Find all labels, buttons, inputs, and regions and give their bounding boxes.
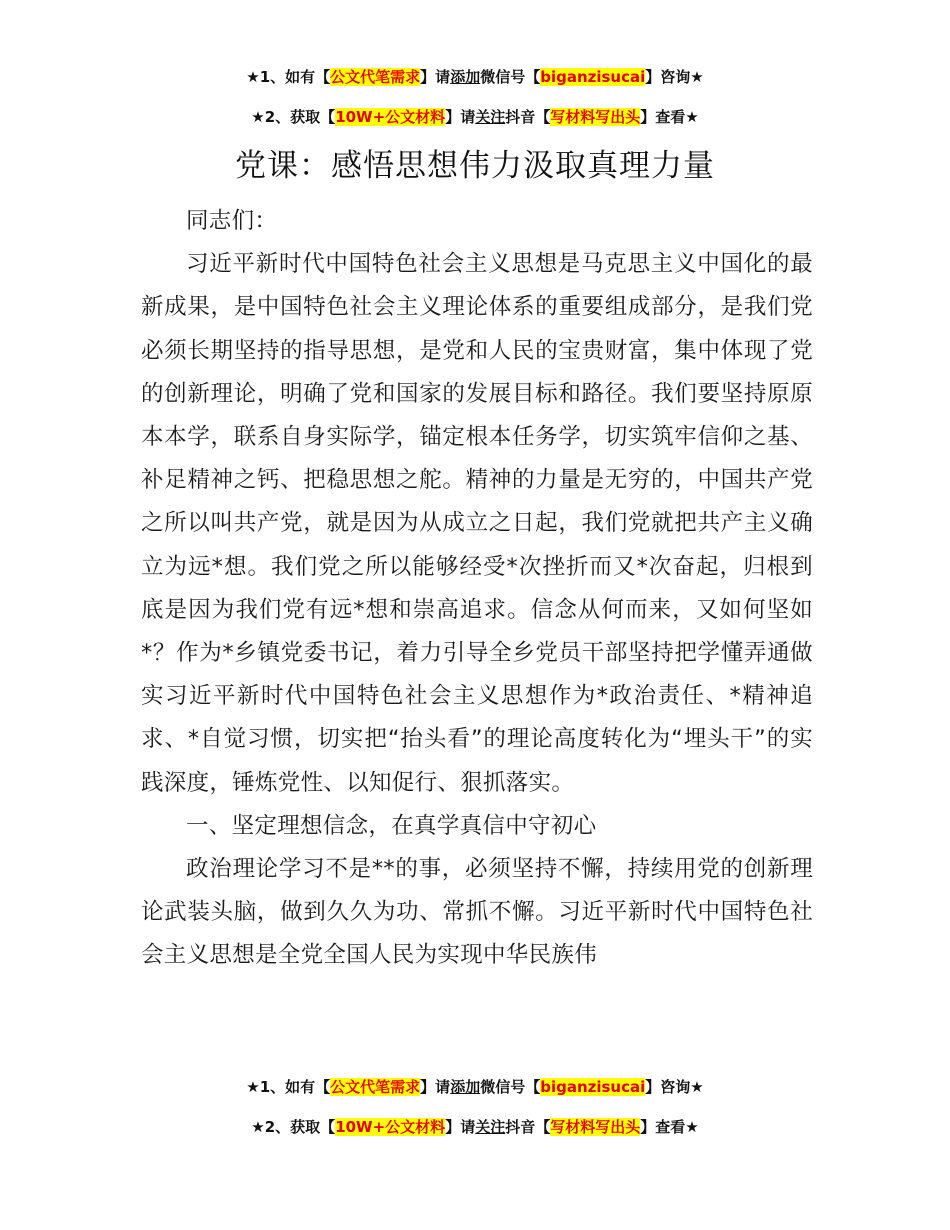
banner-text: 抖音【	[505, 1118, 551, 1136]
banner-text: 微信号【	[480, 68, 541, 86]
banner-text: 抖音【	[505, 108, 551, 126]
banner-highlight: 写材料写出头	[550, 1118, 641, 1136]
banner-text: ★2、获取【	[251, 1118, 336, 1136]
banner-emphasis: 添加	[450, 1078, 481, 1096]
banner-highlight: biganzisucai	[540, 1078, 646, 1096]
banner-text: 】咨询★	[645, 1078, 704, 1096]
banner-text: ★2、获取【	[251, 108, 336, 126]
document-title: 党课：感悟思想伟力汲取真理力量	[235, 148, 715, 184]
banner-text: 】咨询★	[645, 68, 704, 86]
banner-emphasis: 添加	[450, 68, 481, 86]
banner-highlight: biganzisucai	[540, 68, 646, 86]
banner-text: 微信号【	[480, 1078, 541, 1096]
banner-text: 】请	[445, 1118, 476, 1136]
header-banner-line-2	[0, 106, 950, 128]
banner-text: ★1、如有【	[246, 1078, 331, 1096]
banner-highlight: 10W+公文材料	[335, 1118, 446, 1136]
footer-banner-line-2	[0, 1116, 950, 1138]
banner-text: 】请	[420, 68, 451, 86]
paragraph: 习近平新时代中国特色社会主义思想是马克思主义中国化的最新成果，是中国特色社会主义理论体系的重要组成部分，是我们党必须长期坚持的指导思想，是党和人民的宝贵财富，集中体现了党的创新理论，明确了党和国家的发展目标和路径。我们要坚持原原本本学，联系自身实际学，锚定根本任务学，切实筑牢信仰之基、补足精神之钙、把稳思想之舵。精神的力量是无穷的，中国共产党之所以叫共产党，就是因为从成立之日起，我们党就把共产主义确立为远*想。我们党之所以能够经受*次挫折而又*次奋起，归根到底是因为我们党有远*想和崇高追求。信念从何而来，又如何坚如*？作为*乡镇党委书记，着力引导全乡党员干部坚持把学懂弄通做实习近平新时代中国特色社会主义思想作为*政治责任、*精神追求、*自觉习惯，切实把“抬头看”的理论高度转化为“埋头干”的实践深度，锤炼党性、以知促行、狠抓落实。	[141, 251, 813, 796]
banner-text: 】查看★	[640, 1118, 699, 1136]
banner-text: 】查看★	[640, 108, 699, 126]
banner-text: 】请	[420, 1078, 451, 1096]
banner-text: ★1、如有【	[246, 68, 331, 86]
banner-highlight: 公文代笔需求	[330, 1078, 421, 1096]
banner-highlight: 公文代笔需求	[330, 68, 421, 86]
banner-emphasis: 关注	[475, 108, 506, 126]
banner-emphasis: 关注	[475, 1118, 506, 1136]
banner-highlight: 10W+公文材料	[335, 108, 446, 126]
footer-banner-line-1	[0, 1076, 950, 1098]
document-body	[141, 200, 813, 978]
header-banner-line-1	[0, 66, 950, 88]
paragraph: 政治理论学习不是**的事，必须坚持不懈，持续用党的创新理论武装头脑，做到久久为功、常抓不懈。习近平新时代中国特色社会主义思想是全党全国人民为实现中华民族伟	[141, 856, 813, 969]
salutation: 同志们：	[186, 208, 278, 234]
banner-text: 】请	[445, 108, 476, 126]
section-heading: 一、坚定理想信念，在真学真信中守初心	[186, 812, 597, 839]
banner-highlight: 写材料写出头	[550, 108, 641, 126]
